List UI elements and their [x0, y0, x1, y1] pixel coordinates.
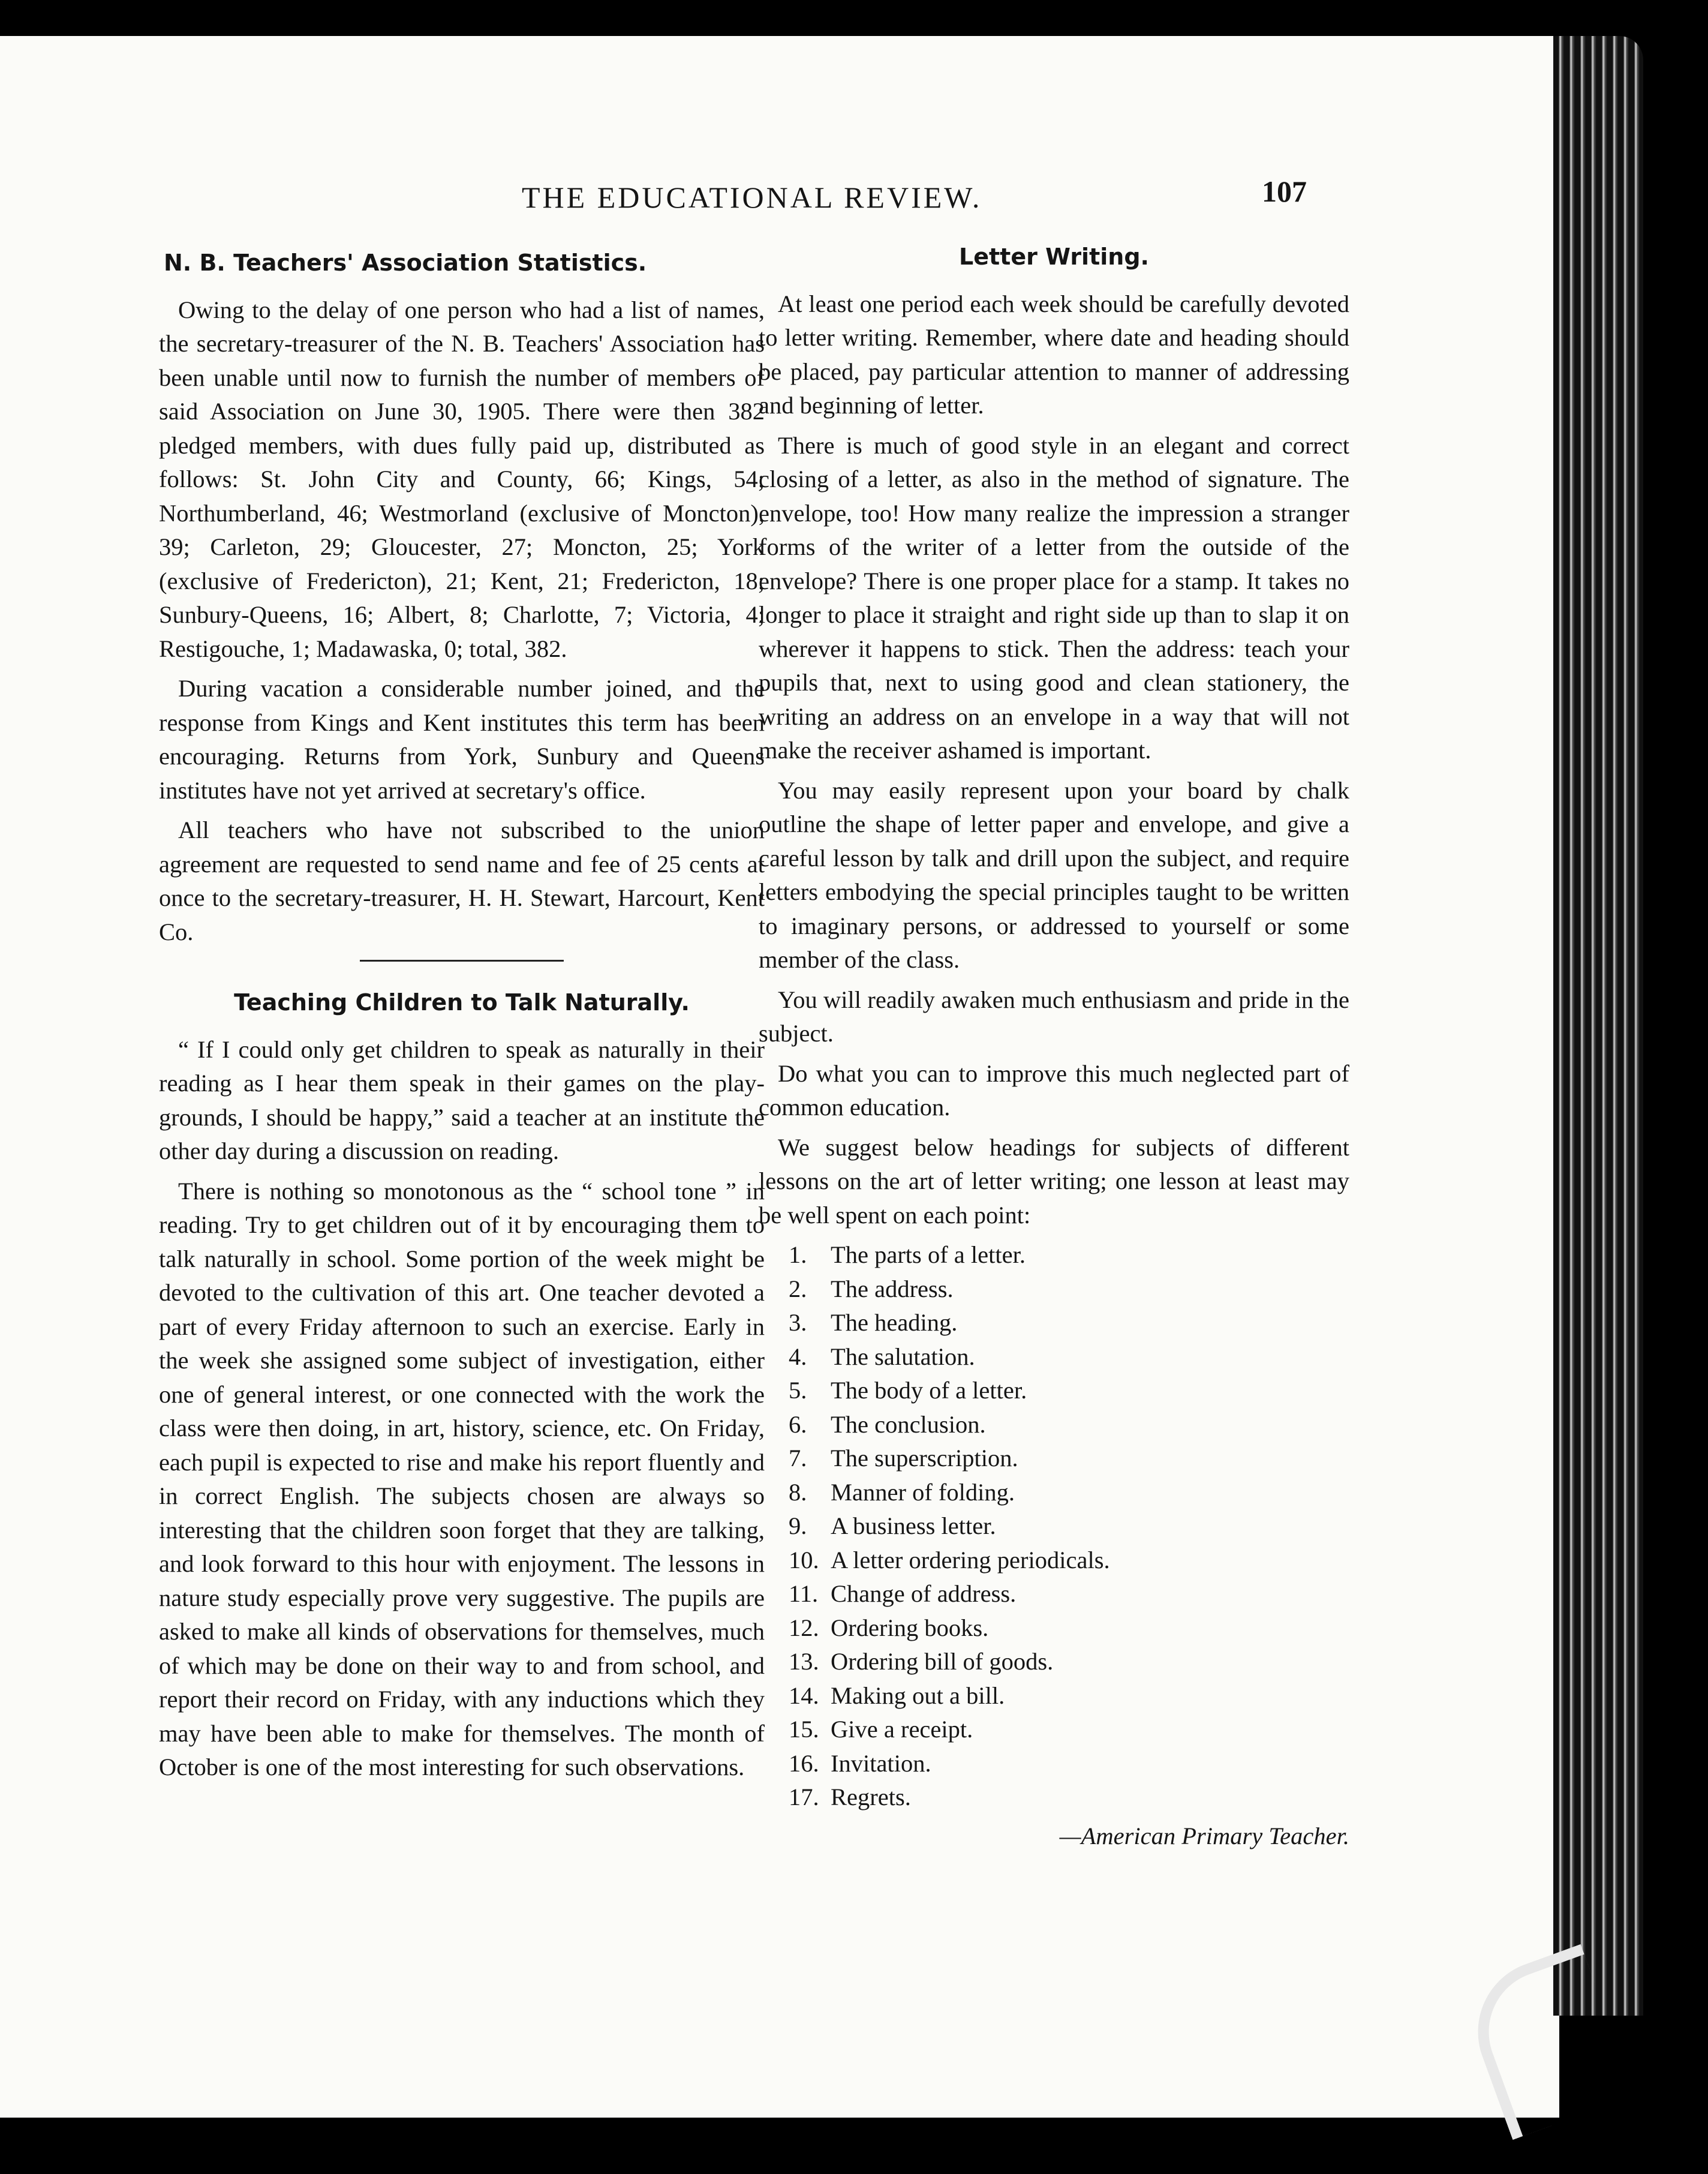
left-column: [159, 246, 765, 1791]
list-item: [759, 1544, 1349, 1578]
list-item: [759, 1611, 1349, 1645]
list-item-number: 4.: [789, 1343, 807, 1370]
book-spine-edge: [1553, 36, 1643, 2016]
list-item-number: 3.: [789, 1309, 807, 1336]
section-divider: [360, 960, 564, 962]
list-item: [759, 1374, 1349, 1408]
list-item-text: Ordering bill of goods.: [831, 1648, 1054, 1675]
paragraph: You will readily awaken much enthusiasm and pride in the subject.: [759, 986, 1349, 1047]
list-item-text: Change of address.: [831, 1580, 1017, 1607]
paragraph: You may easily represent upon your board by chalk outline the shape of letter paper and envelope, and give a careful lesson by talk and drill upon the subject, and require letters embodying the special principles taught to be written to imaginary persons, or addressed to yourself or some member of the class.: [759, 776, 1349, 973]
list-item-number: 14.: [789, 1681, 819, 1709]
list-item-text: The salutation.: [831, 1343, 975, 1370]
list-item: [759, 1340, 1349, 1374]
list-item-number: 7.: [789, 1445, 807, 1472]
list-item-number: 6.: [789, 1410, 807, 1438]
list-item-number: 17.: [789, 1783, 819, 1810]
list-item: [759, 1679, 1349, 1713]
list-item: [759, 1747, 1349, 1781]
list-item: [759, 1238, 1349, 1272]
list-item: [759, 1780, 1349, 1815]
list-item: [759, 1408, 1349, 1442]
list-item-number: 11.: [789, 1580, 819, 1607]
list-item-text: Regrets.: [831, 1783, 911, 1810]
list-item-number: 12.: [789, 1614, 819, 1641]
list-item-text: Making out a bill.: [831, 1681, 1005, 1709]
list-item-text: The conclusion.: [831, 1410, 986, 1438]
article-title-talk-naturally: Teaching Children to Talk Naturally.: [234, 989, 690, 1016]
list-item-number: 9.: [789, 1512, 807, 1539]
list-item-text: A letter ordering periodicals.: [831, 1546, 1110, 1574]
list-item: [759, 1577, 1349, 1611]
list-item: [759, 1509, 1349, 1544]
list-item-number: 8.: [789, 1478, 807, 1506]
lesson-headings-list: [759, 1238, 1349, 1815]
list-item: [759, 1713, 1349, 1747]
list-item-number: 2.: [789, 1275, 807, 1302]
list-item: [759, 1306, 1349, 1340]
list-item-number: 16.: [789, 1749, 819, 1777]
paragraph: Owing to the delay of one person who had a list of names, the secretary-treasurer of the N. B. Teachers' Association has been unable until now to furnish the number of members of said Association on June 30, 1905. There were then 382 pledged members, with dues fully paid up, distributed as follows: St. John City and County, 66; Kings, 54; Northumberland, 46; Westmorland (exclusive of Moncton), 39; Carleton, 29; Gloucester, 27; Moncton, 25; York (exclusive of Fredericton), 21; Kent, 21; Fredericton, 18; Sunbury-Queens, 16; Albert, 8; Charlotte, 7; Victoria, 4; Restigouche, 1; Madawaska, 0; total, 382.: [159, 296, 765, 662]
list-item: [759, 1272, 1349, 1307]
list-item-text: The parts of a letter.: [831, 1241, 1026, 1268]
article-title-letter-writing: Letter Writing.: [959, 244, 1149, 270]
right-column: [759, 240, 1349, 1853]
list-item-number: 5.: [789, 1377, 807, 1404]
list-item-text: The address.: [831, 1275, 954, 1302]
paragraph: We suggest below headings for subjects of different lessons on the art of letter writing; one lesson at least may be well spent on each point:: [759, 1133, 1349, 1229]
list-item-text: Manner of folding.: [831, 1478, 1015, 1506]
page-number: 107: [1262, 175, 1307, 208]
list-item: [759, 1476, 1349, 1510]
paragraph: There is nothing so monotonous as the “ school tone ” in reading. Try to get children out of it by encouraging them to talk naturally in school. Some portion of the week might be devoted to the cultivation of this art. One teacher devoted a part of every Friday afternoon to such an exercise. Early in the week she assigned some subject of investigation, either one of general interest, or one connected with the work the class were then doing, in art, history, science, etc. On Friday, each pupil is expected to rise and make his report fluently and in correct English. The subjects chosen are always so interesting that the children soon forget that they are talking, and look forward to this hour with enjoyment. The lessons in nature study especially prove very suggestive. The pupils are asked to make all kinds of observations for themselves, much of which may be done on their way to and from school, and report their record on Friday, with any inductions which they may have been able to make for themselves. The month of October is one of the most interesting for such observations.: [159, 1177, 765, 1780]
journal-title: THE EDUCATIONAL REVIEW.: [522, 181, 982, 214]
list-item-number: 13.: [789, 1648, 819, 1675]
list-item-number: 1.: [789, 1241, 807, 1268]
paragraph: During vacation a considerable number joined, and the response from Kings and Kent institutes this term has been encouraging. Returns from York, Sunbury and Queens institutes have not yet arrived at secretary's office.: [159, 675, 765, 804]
list-item-text: The superscription.: [831, 1445, 1018, 1472]
list-item-text: The heading.: [831, 1309, 958, 1336]
list-item-number: 10.: [789, 1546, 819, 1574]
list-item-text: Ordering books.: [831, 1614, 989, 1641]
list-item-text: Give a receipt.: [831, 1716, 973, 1743]
list-item-text: The body of a letter.: [831, 1377, 1027, 1404]
list-item-text: Invitation.: [831, 1749, 931, 1777]
list-item: [759, 1645, 1349, 1679]
paragraph: Do what you can to improve this much neglected part of common education.: [759, 1059, 1349, 1121]
paragraph: There is much of good style in an elegant and correct closing of a letter, as also in the method of signature. The envelope, too! How many realize the impression a stranger forms of the writer of a letter from the outside of the envelope? There is one proper place for a stamp. It takes no longer to place it straight and right side up than to slap it on wherever it happens to stick. Then the address: teach your pupils that, next to using good and clean stationery, the writing an address on an envelope in a way that will not make the receiver ashamed is important.: [759, 431, 1349, 764]
paragraph: “ If I could only get children to speak as naturally in their reading as I hear them speak in their games on the play-grounds, I should be happy,” said a teacher at an institute the other day during a discussion on reading.: [159, 1035, 765, 1164]
paragraph: At least one period each week should be carefully devoted to letter writing. Remember, where date and heading should be placed, pay particular attention to manner of addressing and beginning of letter.: [759, 290, 1349, 419]
list-item-number: 15.: [789, 1716, 819, 1743]
attribution: —American Primary Teacher.: [1059, 1822, 1349, 1849]
article-title-statistics: N. B. Teachers' Association Statistics.: [164, 250, 647, 276]
paragraph: All teachers who have not subscribed to the union agreement are requested to send name and fee of 25 cents at once to the secretary-treasurer, H. H. Stewart, Harcourt, Kent Co.: [159, 816, 765, 945]
list-item-text: A business letter.: [831, 1512, 996, 1539]
list-item: [759, 1442, 1349, 1476]
